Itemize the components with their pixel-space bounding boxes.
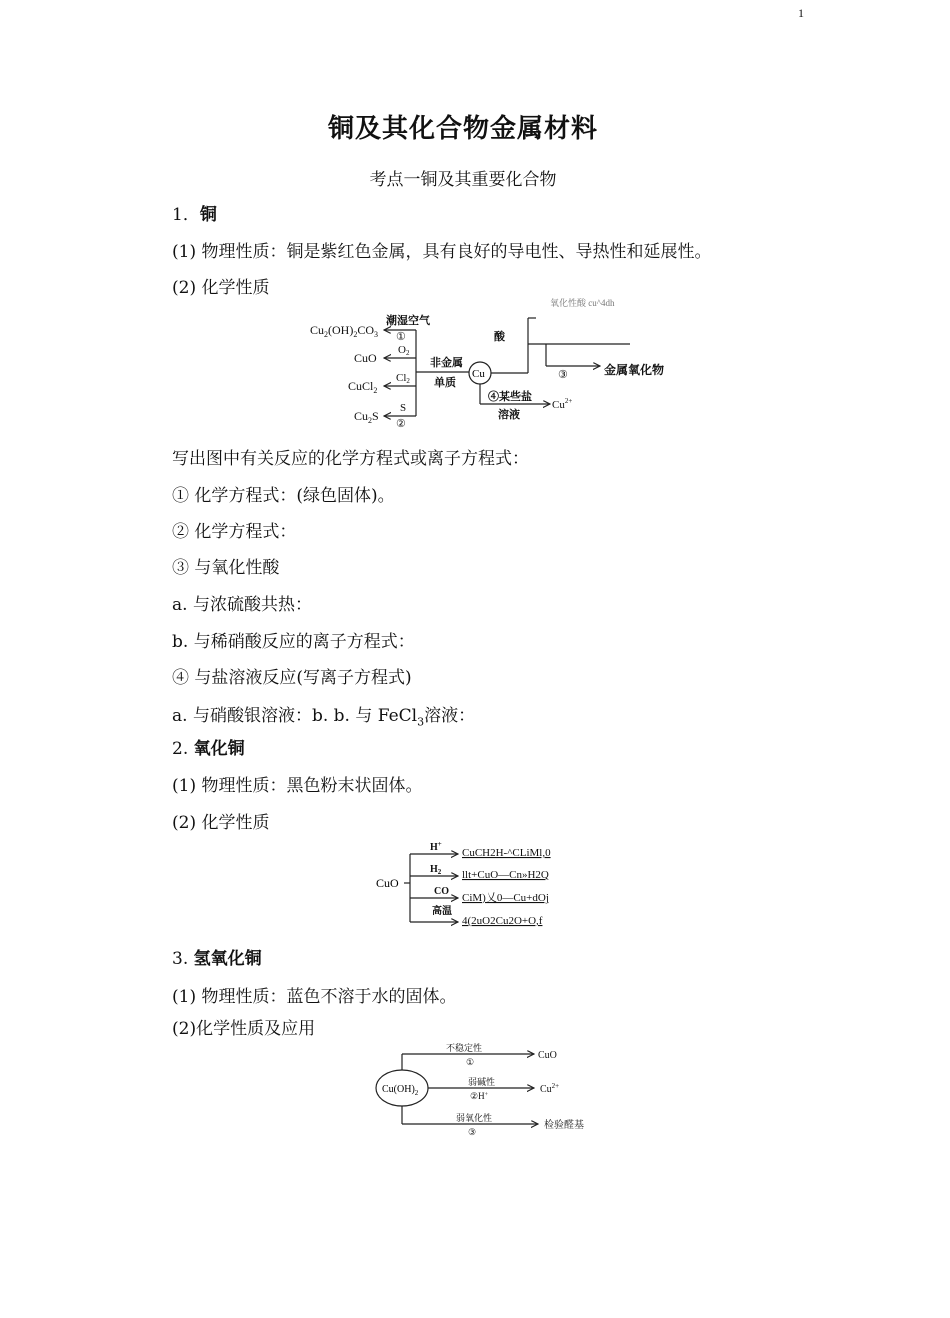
label-sulfur: S [400,402,407,414]
cuo-branch-label-high-temp: 高温 [432,906,452,917]
label-acid: 酸 [494,331,505,343]
copper-hydroxide-chemical-properties-label: (2)化学性质及应用 [172,1019,316,1039]
question-1: ① 化学方程式：(绿色固体)。 [172,486,395,506]
cuo-result-2: llt+CuO—Cn»H2Q [462,869,549,881]
question-3a: a. 与浓硫酸共热： [172,595,312,615]
cu-oh-2-num-3: ③ [468,1127,477,1137]
label-simple-substance: 单质 [434,377,456,389]
page-title: 铜及其化合物金属材料 [327,114,598,144]
write-equations-instruction: 写出图中有关反应的化学方程式或离子方程式： [172,449,529,469]
product-copper-chloride: CuCl$_2$ [348,379,378,395]
question-3: ③ 与氧化性酸 [172,558,280,578]
section-1-number: 1． [172,205,200,225]
cu-oh-2-num-2: ②H+ [470,1091,488,1101]
cu-oh-2-root-label: $Cu(OH)_2$ [382,1084,419,1097]
label-reaction-1: ① [396,331,406,343]
cu-oh-2-result-aldehyde-test: 检验醛基 [544,1120,584,1131]
copper-oxide-chemical-properties-label: (2) 化学性质 [172,813,270,833]
section-subtitle: 考点一铜及其重要化合物 [369,170,557,190]
label-solution: 溶液 [498,409,520,421]
section-3-heading: 3. 氢氧化铜 [172,949,262,969]
copper-physical-properties: (1) 物理性质：铜是紫红色金属，具有良好的导电性、导热性和延展性。 [172,242,712,262]
label-metal-oxide: 金属氧化物 [604,363,665,377]
question-4a: a. 与硝酸银溶液：b. b. 与 FeCl$_3$溶液： [172,706,476,729]
copper-chemical-properties-label: (2) 化学性质 [172,278,270,298]
product-basic-copper-carbonate: $Cu_2(OH)_2CO_3$ [310,323,379,339]
label-nonmetal: 非金属 [430,357,463,369]
page-number: 1 [798,6,804,20]
cu-oh-2-label-weak-base: 弱碱性 [468,1077,496,1087]
question-3b: b. 与稀硝酸反应的离子方程式： [172,632,415,652]
product-copper-sulfide: $Cu_2S$ [354,409,379,425]
question-4: ④ 与盐溶液反应(写离子方程式) [172,668,412,688]
cu-oh-2-result-cu2plus: $Cu^{2+}$ [540,1082,560,1095]
label-cl2: Cl2 [396,372,410,385]
cu-oh-2-label-unstable: 不稳定性 [446,1043,483,1053]
section-1-heading [172,200,217,225]
product-copper-oxide: CuO [354,351,377,365]
label-oxidizing-acid-faded: 氧化性酸 cu^4dh [550,298,615,308]
label-reaction-3: ③ [558,369,568,381]
copper-hydroxide-reaction-diagram [370,1042,610,1138]
cuo-branch-label-co: CO [434,886,449,897]
cuo-result-1: CuCH2H-^CLiMl,0 [462,847,551,859]
copper-node-label: Cu [472,368,485,380]
section-2-heading: 2. 氧化铜 [172,739,245,759]
label-cu2plus: $Cu^{2+}$ [552,397,573,411]
cuo-root-label: CuO [376,876,399,890]
copper-oxide-physical-properties: (1) 物理性质：黑色粉末状固体。 [172,776,423,796]
cuo-branch-label-acid: H+ [430,840,442,853]
cu-oh-2-result-cuo: CuO [538,1050,557,1061]
question-2: ② 化学方程式： [172,522,297,542]
cuo-result-4: 4(2uO2Cu2O+O,f [462,915,543,927]
cuo-branch-label-h2: $H_2$ [430,864,442,876]
copper-reaction-diagram [300,296,680,436]
copper-hydroxide-physical-properties: (1) 物理性质：蓝色不溶于水的固体。 [172,987,457,1007]
label-reaction-2: ② [396,418,406,430]
label-moist-air: 潮湿空气 [386,315,430,327]
label-some-salts: ④某些盐 [488,391,532,403]
label-o2: O2 [398,344,410,357]
section-1-title: 铜 [199,205,217,225]
copper-oxide-reaction-diagram [372,838,592,930]
cu-oh-2-num-1: ① [466,1057,475,1067]
cuo-result-3: CiM)乂0—Cu+dOj [462,892,549,904]
cu-oh-2-label-weak-oxidizing: 弱氧化性 [456,1113,493,1123]
